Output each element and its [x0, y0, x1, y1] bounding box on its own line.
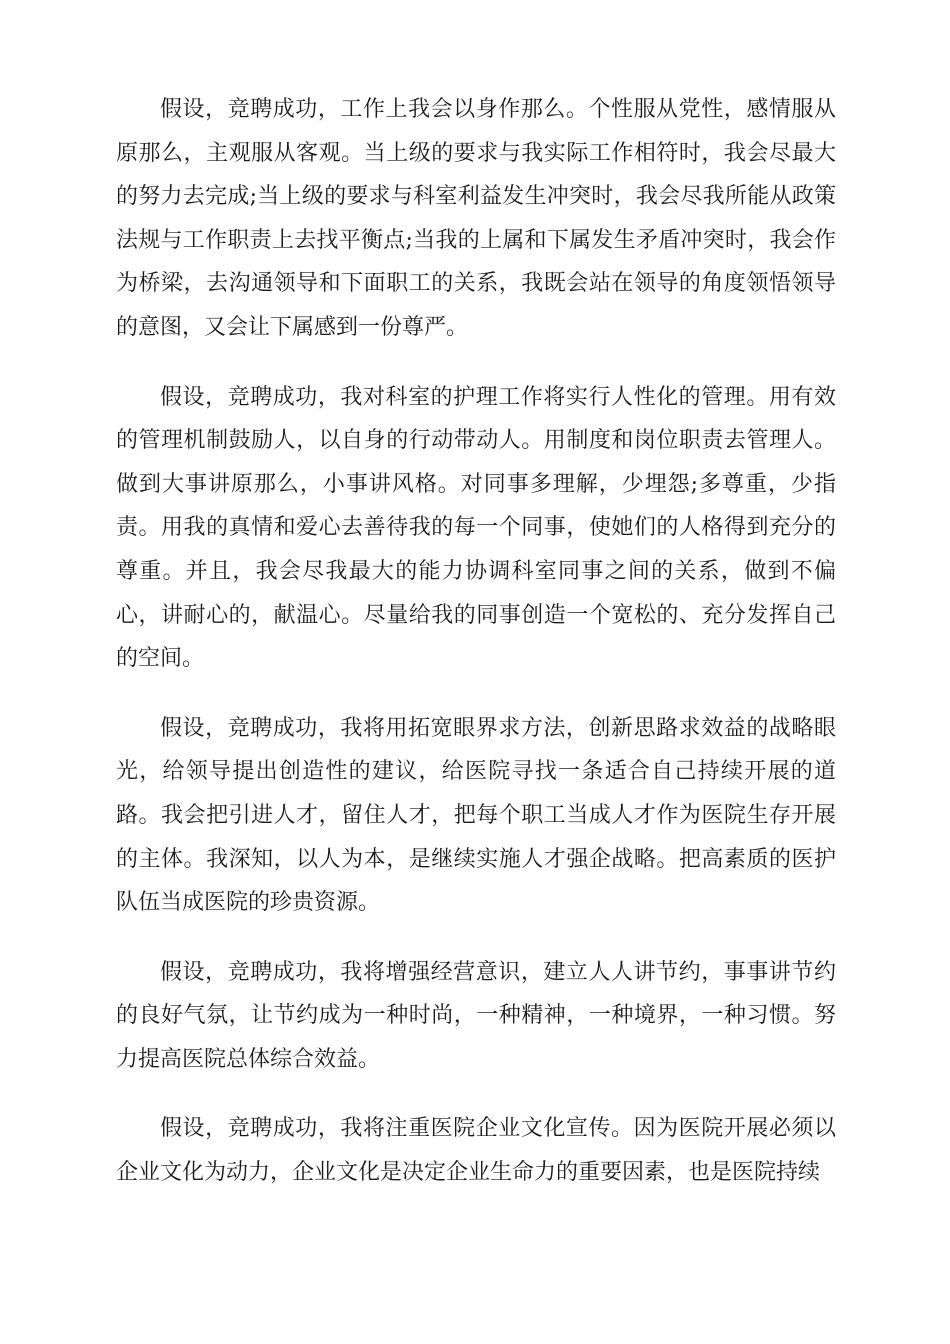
- paragraph-1: 假设，竞聘成功，工作上我会以身作那么。个性服从党性，感情服从原那么，主观服从客观。当上级的要求与我实际工作相符时，我会尽最大的努力去完成;当上级的要求与科室利益发生冲突时，我会尽我所能从政策法规与工作职责上去找平衡点;当我的上属和下属发生矛盾冲突时，我会作为桥梁，去沟通领导和下面职工的关系，我既会站在领导的角度领悟领导的意图，又会让下属感到一份尊严。: [116, 97, 836, 340]
- paragraph-2: 假设，竞聘成功，我对科室的护理工作将实行人性化的管理。用有效的管理机制鼓励人，以自身的行动带动人。用制度和岗位职责去管理人。做到大事讲原那么，小事讲风格。对同事多理解，少埋怨;多尊重，少指责。用我的真情和爱心去善待我的每一个同事，使她们的人格得到充分的尊重。并且，我会尽我最大的能力协调科室同事之间的关系，做到不偏心，讲耐心的，献温心。尽量给我的同事创造一个宽松的、充分发挥自己的空间。: [116, 384, 836, 672]
- document-body: [116, 88, 836, 1221]
- paragraph-5: 假设，竞聘成功，我将注重医院企业文化宣传。因为医院开展必须以企业文化为动力，企业文化是决定企业生命力的重要因素，也是医院持续: [116, 1116, 836, 1186]
- paragraph-3: 假设，竞聘成功，我将用拓宽眼界求方法，创新思路求效益的战略眼光，给领导提出创造性的建议，给医院寻找一条适合自己持续开展的道路。我会把引进人才，留住人才，把每个职工当成人才作为医院生存开展的主体。我深知，以人为本，是继续实施人才强企战略。把高素质的医护队伍当成医院的珍贵资源。: [116, 715, 836, 916]
- paragraph-4: 假设，竞聘成功，我将增强经营意识，建立人人讲节约，事事讲节约的良好气氛，让节约成为一种时尚，一种精神，一种境界，一种习惯。努力提高医院总体综合效益。: [116, 959, 836, 1072]
